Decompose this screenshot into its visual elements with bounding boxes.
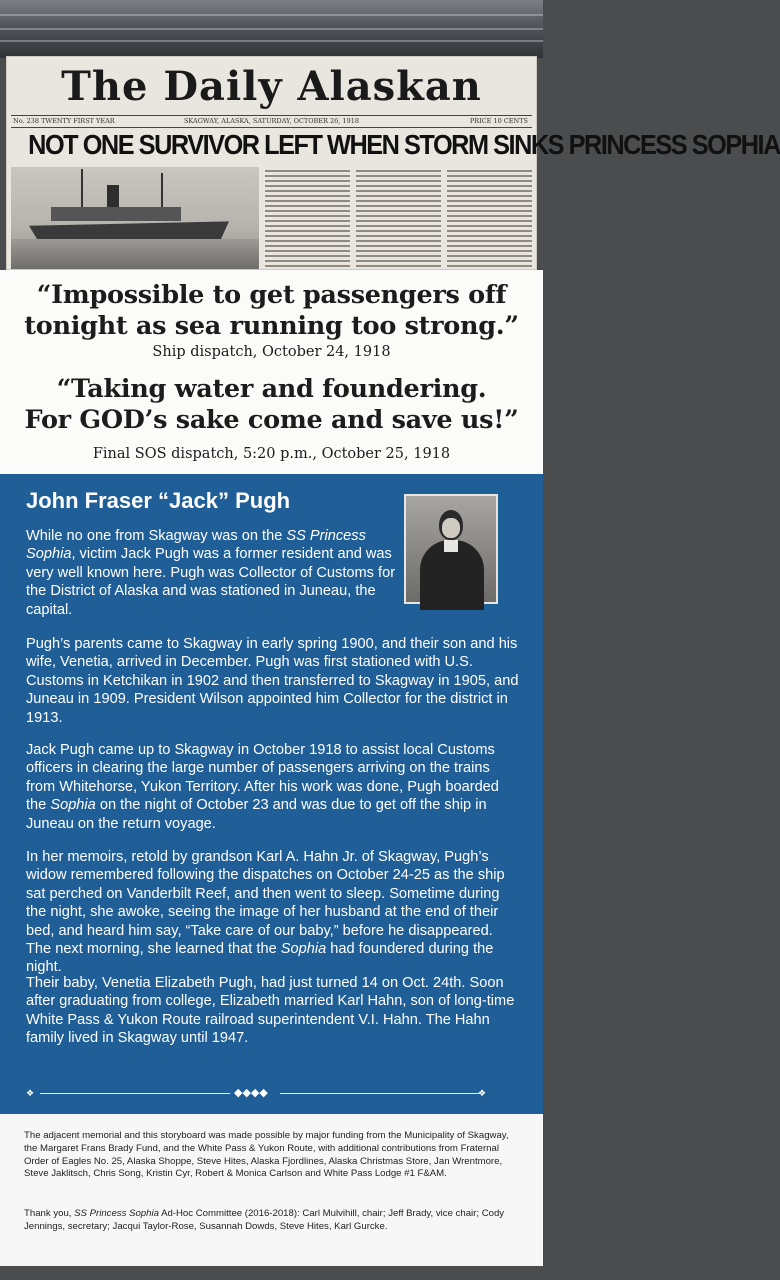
newspaper-article-columns	[265, 167, 532, 269]
paragraph-3: Jack Pugh came up to Skagway in October 1918 to assist local Customs officers in clearing the large number of passengers arriving on the trains from Whitehorse, Yukon Territory. After his work was done, Pugh boarded the Sophia on the night of October 23 and was due to get off the ship in Juneau on the return voyage.	[26, 742, 499, 832]
ship-name: Sophia	[280, 941, 327, 958]
paragraph-1: While no one from Skagway was on the SS Princess Sophia, victim Jack Pugh was a former resident and was very well known here. Pugh was Collector of Customs for the District of Alaska and was stationed in Juneau, the capital.	[26, 528, 396, 618]
quote-2	[0, 374, 543, 436]
profile-title: John Fraser “Jack” Pugh	[26, 488, 291, 513]
newspaper-headline: NOT ONE SURVIVOR LEFT WHEN STORM SINKS PRINCESS SOPHIA	[28, 129, 780, 160]
issue-number: No. 238 TWENTY FIRST YEAR	[13, 117, 115, 125]
quote-1-line-1: “Impossible to get passengers off	[36, 280, 507, 310]
ship-name: Sophia	[50, 797, 96, 814]
newspaper-dateline	[11, 115, 532, 128]
ornament-icon: ❖	[478, 1088, 487, 1098]
paragraph-5: Their baby, Venetia Elizabeth Pugh, had just turned 14 on Oct. 24th. Soon after graduating from college, Elizabeth married Karl Hahn, son of long-time White Pass & Yukon Route railroad superintendent V.I. Hahn. The Hahn family lived in Skagway until 1947.	[26, 975, 515, 1047]
paragraph-4: In her memoirs, retold by grandson Karl A. Hahn Jr. of Skagway, Pugh’s widow remembered following the dispatches on October 24-25 as the ship sat perched on Vanderbilt Reef, and then went to sleep. Sometime during the night, she awoke, seeing the image of her husband at the end of their bed, and heard him say, “Take care of our baby,” before he disappeared. The next morning, she learned that the Sophia had foundered during the night.	[26, 849, 505, 976]
ornamental-divider	[26, 1086, 487, 1100]
newspaper-clipping	[6, 56, 780, 270]
ship-photo	[11, 167, 259, 269]
newspaper-masthead: The Daily Alaskan	[61, 63, 482, 110]
price: PRICE 10 CENTS	[469, 117, 528, 125]
quote-2-line-1: “Taking water and foundering.	[56, 374, 487, 404]
date-location: SKAGWAY, ALASKA, SATURDAY, OCTOBER 26, 1918	[183, 117, 359, 125]
quote-1-attribution: Ship dispatch, October 24, 1918	[152, 344, 391, 360]
quotes-section	[0, 270, 543, 474]
paragraph-2: Pugh’s parents came to Skagway in early spring 1900, and their son and his wife, Venetia, arrived in December. Pugh was first stationed with U.S. Customs in Ketchikan in 1902 and then transferred to Skagway in 1905, and Juneau in 1909. President Wilson appointed him Collector for the district in 1913.	[26, 636, 519, 726]
committee-credits: Thank you, SS Princess Sophia Ad-Hoc Committee (2016-2018): Carl Mulvihill, chair; Jeff Brady, vice chair; Cody Jennings, secretary; Jacqui Taylor-Rose, Susannah Dowds, Steve Hites, Karl Gurcke.	[24, 1208, 505, 1232]
credits-section	[0, 1114, 543, 1266]
quote-1	[0, 280, 543, 342]
ship-name: SS Princess Sophia	[26, 528, 366, 563]
profile-panel	[0, 474, 543, 1114]
ornament-icon: ❖	[26, 1088, 35, 1098]
quote-2-attribution: Final SOS dispatch, 5:20 p.m., October 25, 1918	[92, 446, 451, 462]
funding-credits: The adjacent memorial and this storyboard was made possible by major funding from the Municipality of Skagway, the Margaret Frans Brady Fund, and the White Pass & Yukon Route, with additional contributions from Fraternal Order of Eagles No. 25, Alaska Shoppe, Steve Hites, Alaska Fjordlines, Alaska Christmas Store, Jan Wrentmore, Steve Jaklitsch, Chris Song, Kristin Cyr, Robert & Monica Carlson and White Pass Lodge #1 F&AM.	[24, 1130, 509, 1180]
portrait-photo	[404, 494, 498, 604]
quote-1-line-2: tonight as sea running too strong.”	[24, 311, 519, 341]
quote-2-line-2: For GOD’s sake come and save us!”	[24, 405, 519, 435]
ornament-center-icon: ◆◆◆◆	[234, 1087, 268, 1099]
sea-photo-strip	[0, 0, 543, 58]
